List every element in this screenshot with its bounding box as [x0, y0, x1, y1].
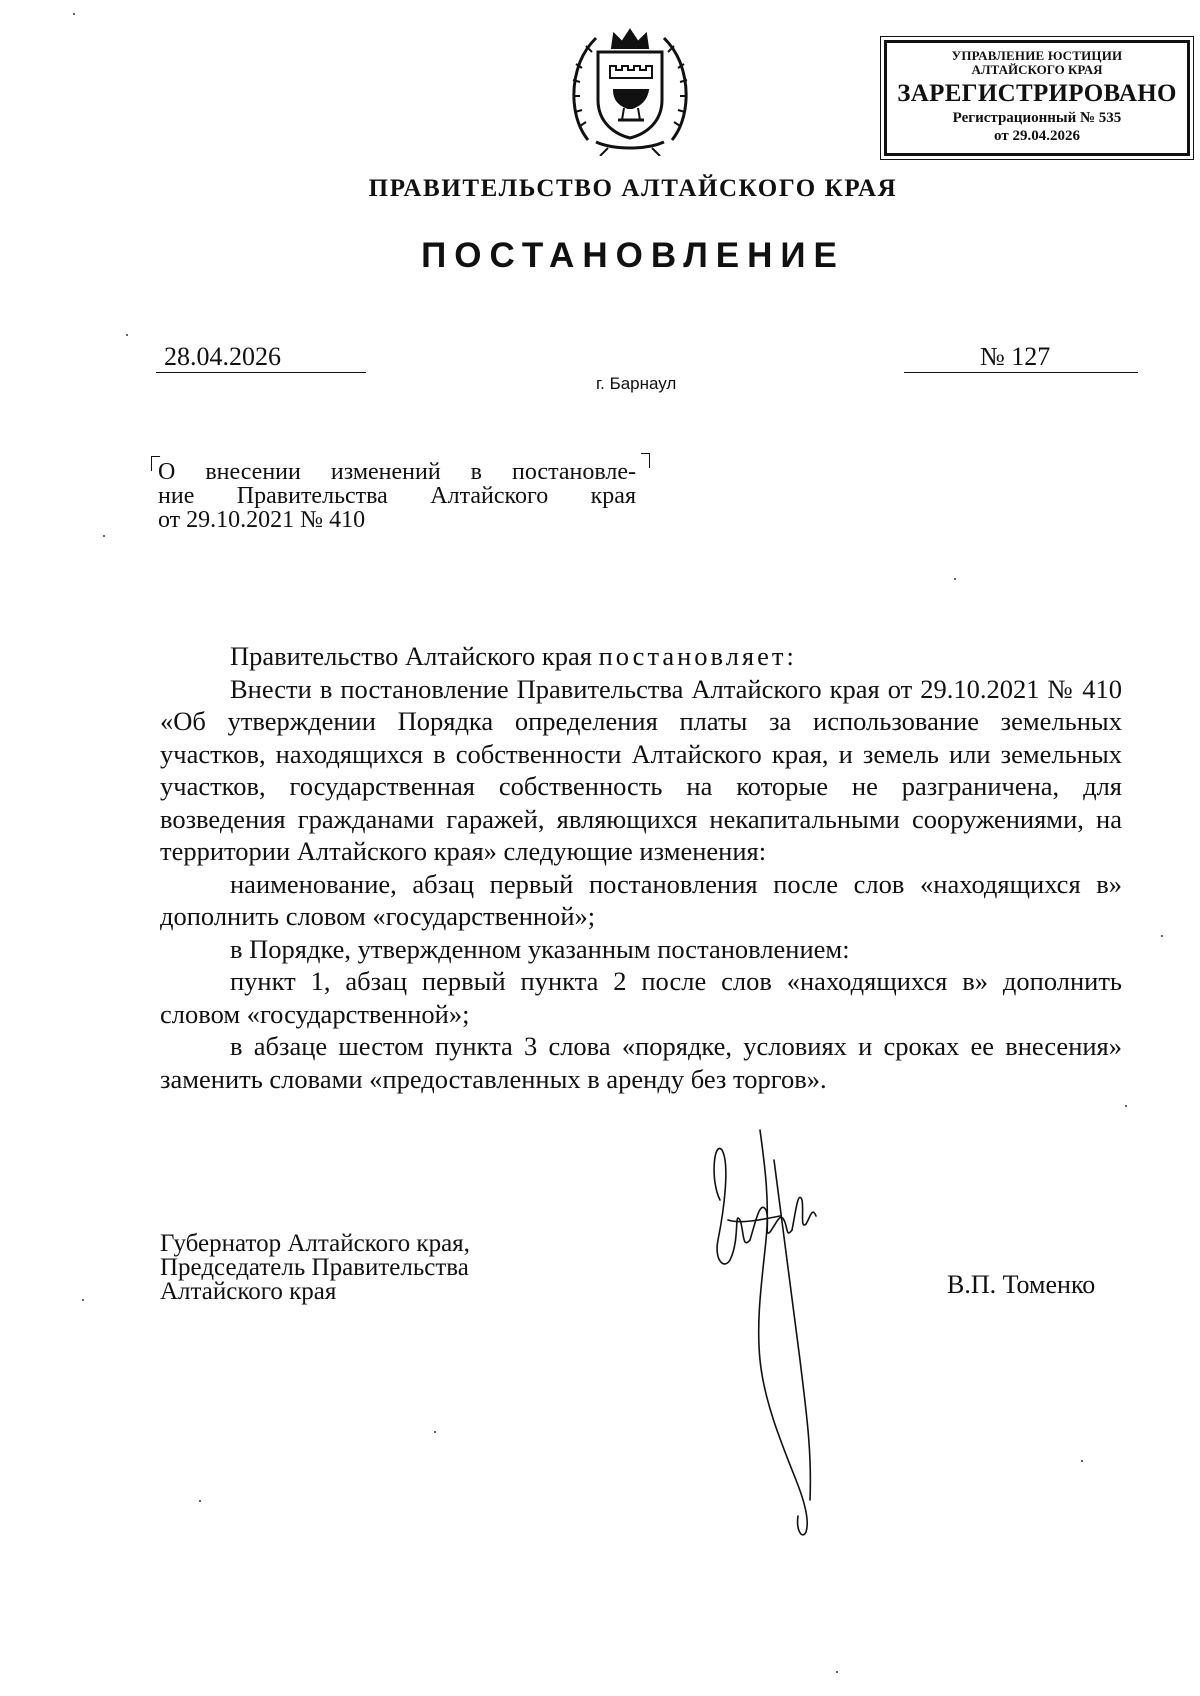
body-paragraph: в Порядке, утвержденном указанным постановлением:	[230, 933, 850, 964]
scan-speck	[954, 578, 956, 580]
document-type-title: ПОСТАНОВЛЕНИЕ	[421, 236, 845, 275]
coat-of-arms-emblem	[568, 22, 692, 156]
scan-speck	[126, 334, 128, 336]
signer-position-line: Губернатор Алтайского края,	[160, 1230, 470, 1257]
subject-line: О внесении изменений в постановле-	[158, 459, 636, 485]
scan-speck	[199, 1500, 201, 1502]
scan-speck	[82, 1299, 84, 1301]
body-paragraph: в абзаце шестом пункта 3 слова «порядке, условиях и сроках ее внесения» заменить словами «предоставленных в аренду без торгов».	[160, 1031, 1122, 1094]
scan-speck	[836, 1671, 838, 1673]
resolution-verb: постановляет:	[598, 641, 797, 671]
resolution-prefix: Правительство Алтайского края	[230, 641, 599, 671]
date-underline	[156, 372, 366, 373]
document-number: № 127	[980, 342, 1051, 371]
stamp-registration-number: Регистрационный № 535	[952, 110, 1122, 126]
scan-speck	[434, 1431, 436, 1433]
signer-position-line: Алтайского края	[160, 1278, 337, 1305]
signer-name: В.П. Томенко	[947, 1270, 1096, 1299]
scan-speck	[1161, 935, 1163, 937]
document-subject	[158, 460, 636, 532]
subject-bracket-right	[641, 453, 650, 468]
number-underline	[904, 372, 1138, 373]
subject-line: ние Правительства Алтайского края	[158, 483, 636, 509]
subject-line: от 29.10.2021 № 410	[158, 507, 366, 533]
body-paragraph: наименование, абзац первый постановления после слов «находящихся в» дополнить словом «государственной»;	[160, 868, 1122, 931]
document-date: 28.04.2026	[164, 342, 281, 371]
stamp-registration-date: от 29.04.2026	[994, 128, 1080, 144]
body-paragraph: пункт 1, абзац первый пункта 2 после слов «находящихся в» дополнить словом «государственной»;	[160, 966, 1122, 1029]
body-paragraph-resolution	[160, 640, 1122, 673]
scan-speck	[73, 13, 75, 15]
scan-speck	[103, 535, 105, 537]
document-city: г. Барнаул	[596, 374, 677, 393]
stamp-authority-line2: АЛТАЙСКОГО КРАЯ	[971, 62, 1103, 77]
handwritten-signature	[700, 1120, 900, 1560]
signer-position	[160, 1232, 560, 1304]
body-paragraph: Внести в постановление Правительства Алтайского края от 29.10.2021 № 410 «Об утверждении Порядка определения платы за использование земельных участков, находящихся в собственности Алтайского края, и земель или земельных участков, государственная собственность на которые не разграничена, для возведения гражданами гаражей, являющихся некапитальными сооружениями, на территории Алтайского края» следующие изменения:	[160, 673, 1122, 866]
stamp-status: ЗАРЕГИСТРИРОВАНО	[897, 80, 1177, 107]
scan-speck	[1081, 1460, 1083, 1462]
organization-title: ПРАВИТЕЛЬСТВО АЛТАЙСКОГО КРАЯ	[368, 175, 898, 202]
stamp-authority-line1: УПРАВЛЕНИЕ ЮСТИЦИИ	[951, 48, 1123, 63]
scan-speck	[1125, 1105, 1127, 1107]
document-body	[160, 640, 1122, 1095]
signer-position-line: Председатель Правительства	[160, 1254, 469, 1281]
registration-stamp	[884, 40, 1190, 156]
